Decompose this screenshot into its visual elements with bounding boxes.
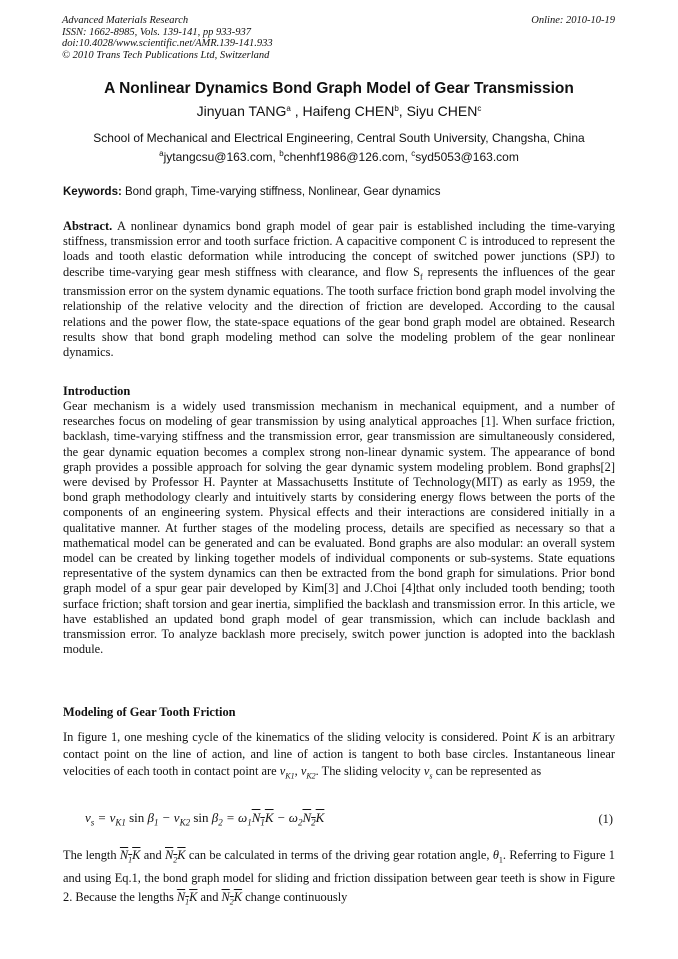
- paper-title: A Nonlinear Dynamics Bond Graph Model of Gear Transmission: [104, 80, 574, 97]
- journal-name: Advanced Materials Research: [62, 15, 189, 26]
- author-3-sup: c: [477, 104, 482, 113]
- abstract-text: A nonlinear dynamics bond graph model of gear pair is established including the time-varying stiffness, transmission error and tooth surface friction. A capacitive component C is introduced to represent the loads and tooth elastic deformation while introducing the concept of switched power junctions (SPJ) to describe time-varying gear mesh stiffness with clearance, and flow S: [63, 219, 615, 279]
- equation-1-number: (1): [598, 812, 613, 826]
- p2-text-b: can be calculated in terms of the driving gear rotation angle,: [185, 848, 493, 862]
- p2-theta-sub: 1: [498, 855, 503, 865]
- p1-text-c: ,: [294, 764, 301, 778]
- online-date: Online: 2010-10-19: [531, 15, 615, 26]
- p2-n1k-2: $N_1K$: [176, 890, 198, 907]
- p1-var-v2-sub: K2: [306, 771, 316, 781]
- p1-text-d: . The sliding velocity: [315, 764, 424, 778]
- modeling-paragraph-1: [63, 729, 615, 784]
- p2-theta: θ: [492, 848, 499, 862]
- p2-n2k-2: $N_2K$: [221, 890, 243, 907]
- email-1: jytangcsu@163.com,: [163, 150, 280, 164]
- abstract-text-2: represents the influences of the gear transmission error on the system dynamic equations. The tooth surface friction bond graph model involving the relationship of the relative velocity and the direction of friction are developed. According to the causal relations and the power flow, the state-space equations of the gear bond graph model are obtained. Research results show that bond graph modeling method can solve the modeling problem of the gear nonlinear dynamics.: [63, 264, 615, 360]
- p2-text-c: . Referring to Figure 1 and using Eq.1, the bond graph model for sliding and friction dissipation between gear teeth is show in Figure 2. Because the lengths: [63, 848, 616, 905]
- author-list: [0, 103, 678, 119]
- copyright-line: © 2010 Trans Tech Publications Ltd, Switzerland: [62, 49, 270, 61]
- abstract: [63, 219, 615, 360]
- p2-n2k: $N_2K$: [165, 848, 186, 865]
- p1-var-v2: v: [300, 764, 307, 778]
- introduction-text: Gear mechanism is a widely used transmission mechanism in mechanical equipment, and a number of researches focus on modeling of gear transmission by using analytical approaches [1]. When surface friction, backlash, time-varying stiffness and the transmission error, gear transmission are simultaneously considered, the gear dynamic equation becomes a complex strong non-linear dynamic system. The appearance of bond graph provides a possible approach for solving the gear dynamic system modeling problem. Bond graphs[2] were devised by Professor H. Paynter at Massachusetts Institute of Technology(MIT) as early as 1959, the bond graph methodology clearly and intuitively starts by considering energy flows between the ports of the components of an engineering system. Physical effects and their interactions are considered initially in a qualitative manner. At further stages of the modeling process, details are specified as necessary so that a mathematical model can be generated and can be evaluated. Bond graphs are also modular: an overall system model can be created by linking together models of individual components or sub-systems. State equations representative of the system dynamics can then be extracted from the bond graph for simulations. Prior bond graph model of a spur gear pair developed by Kim[3] and J.Choi [4]that only included tooth bending; tooth surface friction; shaft torsion and gear inertia, simplified the backlash and transmission error. In this article, we have established an updated bond graph model of gear transmission, which can include backlash and transmission error. To analyze backlash more precisely, switch power junction is adopted into the backlash module.: [63, 399, 615, 657]
- author-1-sup: a: [286, 104, 291, 113]
- keywords: [63, 186, 441, 198]
- doi-line: doi:10.4028/www.scientific.net/AMR.139-141.933: [62, 38, 273, 49]
- email-2-sup: b: [279, 149, 284, 158]
- author-3: Siyu CHEN: [406, 103, 478, 119]
- modeling-heading: Modeling of Gear Tooth Friction: [63, 705, 236, 719]
- p1-text-b: is an arbitrary contact point on the line of action, and line of action is tangent to both base circles. Instantaneous linear velocities of each tooth in contact point are: [63, 730, 616, 778]
- abstract-label: Abstract.: [63, 219, 113, 233]
- keywords-label: Keywords:: [63, 186, 122, 198]
- issn-line: ISSN: 1662-8985, Vols. 139-141, pp 933-937: [62, 26, 251, 38]
- p2-text-and: and: [140, 848, 165, 862]
- p1-var-v1-sub: K1: [285, 771, 295, 781]
- affiliation: School of Mechanical and Electrical Engineering, Central South University, Changsha, China: [93, 131, 585, 145]
- p2-text-d: change continuously: [242, 890, 348, 905]
- abstract-sub: f: [420, 272, 423, 282]
- email-list: [0, 150, 678, 164]
- email-3: syd5053@163.com: [415, 150, 519, 164]
- p1-text-e: can be represented as: [432, 764, 542, 778]
- author-2-sup: b: [394, 104, 399, 113]
- author-1: Jinyuan TANG: [196, 103, 287, 119]
- email-3-sup: c: [411, 149, 416, 158]
- journal-header: [62, 15, 273, 61]
- p2-n1k: $N_1K$: [119, 848, 141, 865]
- p1-text-a: In figure 1, one meshing cycle of the kinematics of the sliding velocity is considered. Point: [63, 730, 533, 744]
- p2-text-a: The length: [63, 848, 120, 862]
- p1-var-v1: v: [279, 764, 286, 778]
- email-2: chenhf1986@126.com,: [283, 150, 412, 164]
- equation-1: $v_s = v_{K1}$ $\sin \beta_1 - v_{K2}$ $\sin \beta_2 = \omega_1N_1K - \omega_2N_2K$: [85, 810, 325, 828]
- p2-text-and-2: and: [197, 890, 222, 905]
- p1-var-K: K: [532, 730, 541, 744]
- email-1-sup: a: [159, 149, 164, 158]
- keywords-text: Bond graph, Time-varying stiffness, Nonlinear, Gear dynamics: [121, 186, 441, 198]
- modeling-paragraph-2: [63, 846, 615, 912]
- p1-var-vs-sub: s: [429, 771, 433, 781]
- author-sep: ,: [290, 103, 303, 119]
- introduction-heading: Introduction: [63, 384, 131, 398]
- author-2: Haifeng CHEN: [302, 103, 395, 119]
- p1-var-vs: v: [423, 764, 430, 778]
- author-sep-2: ,: [398, 103, 407, 119]
